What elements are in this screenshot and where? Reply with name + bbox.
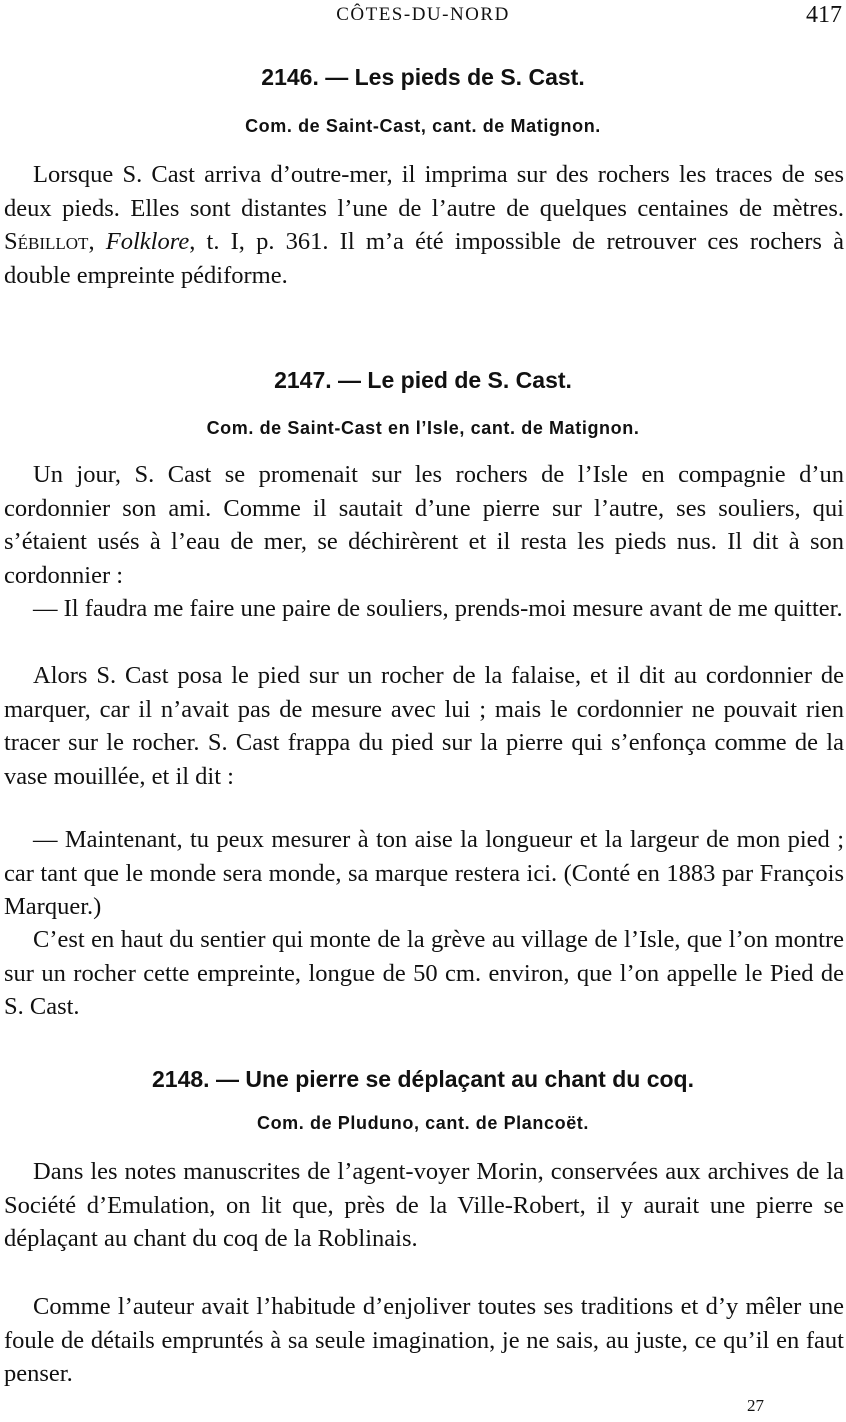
paragraph-2147-5: C’est en haut du sentier qui monte de la grève au village de l’Isle, que l’on montre sur un rocher cette empreinte, longue de 50 cm. environ, que l’on appelle le Pied de S. Cast.	[4, 926, 844, 1021]
paragraph-2147-3: Alors S. Cast posa le pied sur un rocher de la falaise, et il dit au cordonnier de marquer, car il n’avait pas de mesure avec lui ; mais le cordonnier ne pouvait rien tracer sur le rocher. S. Cast frappa du pied sur la pierre qui s’enfonça comme de la vase mouillée, et il dit :	[4, 662, 844, 790]
entry-title-2147	[0, 367, 846, 394]
entry-dash: —	[215, 1066, 239, 1092]
paragraph-2148-1: Dans les notes manuscrites de l’agent-voyer Morin, conservées aux archives de la Société d’Emulation, on lit que, près de la Ville-Robert, il y aurait une pierre se déplaçant au chant du coq de la Roblinais.	[4, 1158, 844, 1253]
entry-location-2146: Com. de Saint-Cast, cant. de Matignon.	[245, 116, 601, 136]
running-head	[0, 2, 846, 30]
work-title: Folklore	[105, 228, 190, 256]
entry-dash: —	[325, 64, 349, 90]
entry-title-text: Les pieds de S. Cast.	[354, 64, 585, 90]
entry-title-2146	[0, 64, 846, 91]
entry-title-text: Le pied de S. Cast.	[367, 367, 572, 393]
entry-number: 2148.	[152, 1066, 210, 1092]
paragraph-text: Lorsque S. Cast arriva d’outre-mer, il imprima sur des rochers les traces de ses deux pieds. Elles sont distantes l’une de l’autre de quelques centaines de mètres.	[4, 161, 844, 222]
entry-dash: —	[338, 367, 362, 393]
entry-title-2148	[0, 1066, 846, 1093]
paragraph-2147-4: — Maintenant, tu peux mesurer à ton aise la longueur et la largeur de mon pied ; car tant que le monde sera monde, sa marque restera ici. (Conté en 1883 par François Marquer.)	[4, 826, 844, 921]
entry-location-2148: Com. de Pluduno, cant. de Plancoët.	[256, 1113, 590, 1133]
paragraph-2148-2: Comme l’auteur avait l’habitude d’enjoliver toutes ses traditions et d’y mêler une foule de détails empruntés à sa seule imagination, je ne sais, au juste, ce qu’il en faut penser.	[4, 1293, 844, 1388]
entry-number: 2146.	[261, 64, 319, 90]
paragraph-2147-1: Un jour, S. Cast se promenait sur les rochers de l’Isle en compagnie d’un cordonnier son ami. Comme il sautait d’une pierre sur l’autre, ses souliers, qui s’étaient usés à l’eau de mer, se déchirèrent et il resta les pieds nus. Il dit à son cordonnier :	[4, 461, 844, 589]
page-number: 417	[806, 2, 842, 28]
signature-mark: 27	[747, 1396, 764, 1415]
paragraph-text: , t. I, p. 361. Il m’a été impossible de retrouver ces rochers à double empreinte pédiforme.	[4, 228, 845, 289]
running-title: CÔTES-DU-NORD	[336, 4, 510, 25]
author-name: Sébillot	[4, 228, 89, 256]
separator: ,	[88, 228, 106, 256]
entry-number: 2147.	[274, 367, 332, 393]
paragraph-2147-2: — Il faudra me faire une paire de souliers, prends-moi mesure avant de me quitter.	[33, 595, 843, 622]
entry-title-text: Une pierre se déplaçant au chant du coq.	[245, 1066, 694, 1092]
entry-location-2147: Com. de Saint-Cast en l’Isle, cant. de Matignon.	[206, 418, 640, 438]
paragraph-2146-1	[4, 158, 844, 292]
